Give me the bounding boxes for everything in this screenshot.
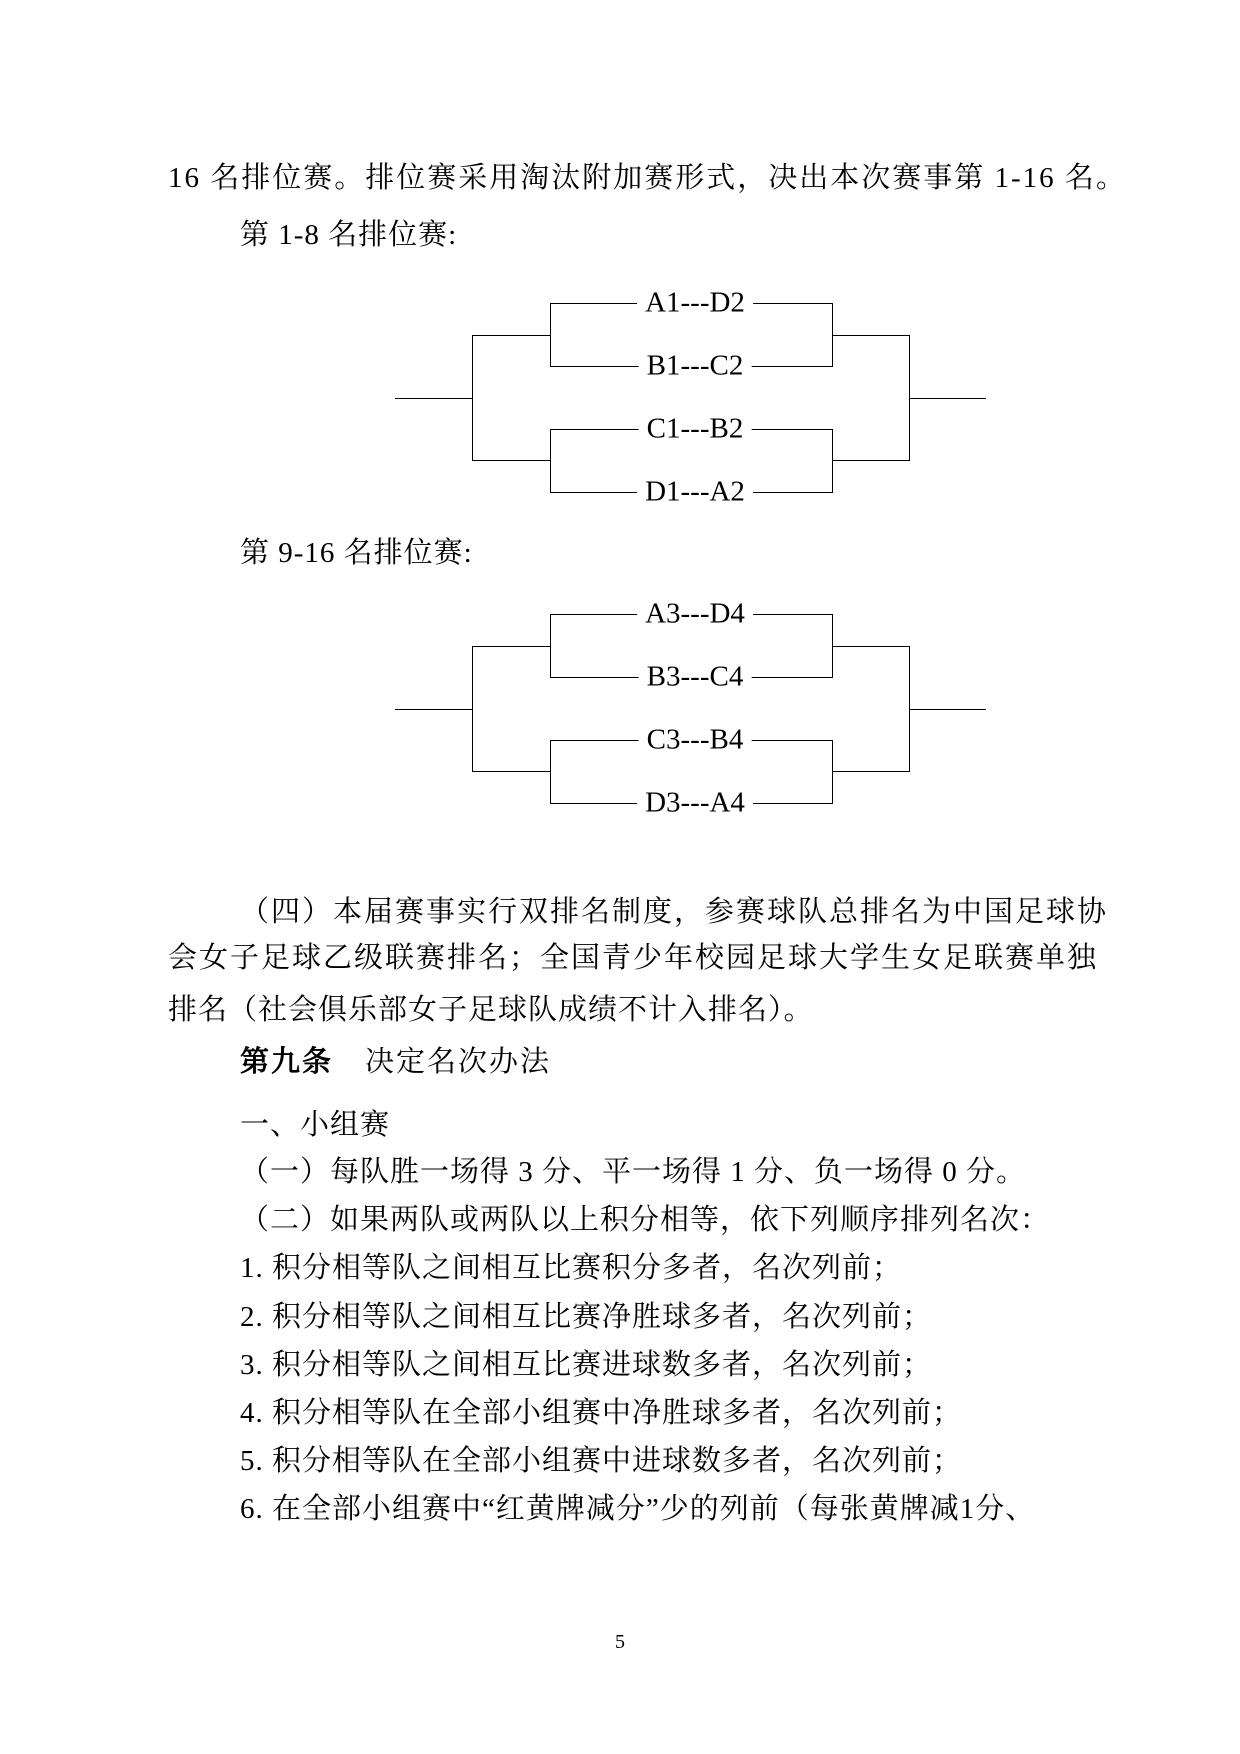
match-label: B3---C4 [639,661,752,694]
bracket-line-inner-left [550,614,551,678]
bracket-line-stub-right [909,709,986,710]
bracket-line-stub-right [909,398,986,399]
bracket-line-stub-left [395,709,472,710]
match-label: C3---B4 [639,724,752,757]
tiebreaker-item-3: 3. 积分相等队之间相互比赛进球数多者，名次列前； [240,1349,933,1381]
bracket-line-connector [472,771,550,772]
match-label: C1---B2 [639,413,752,446]
bracket-line-inner-right [832,429,833,493]
article-9-title: 决定名次办法 [365,1046,552,1078]
article-9-heading [240,1046,551,1079]
bracket-9-16-diagram [395,599,986,818]
bracket-line-connector [832,646,909,647]
bracket-line-connector [832,335,909,336]
bracket-line-connector [832,460,909,461]
tiebreaker-item-1: 1. 积分相等队之间相互比赛积分多者，名次列前； [240,1252,903,1284]
bracket-line-inner-left [550,429,551,493]
match-label: A1---D2 [637,287,753,320]
para-four-line-2: 会女子足球乙级联赛排名；全国青少年校园足球大学生女足联赛单独 [168,942,1099,974]
para-four-line-1: （四）本届赛事实行双排名制度，参赛球队总排名为中国足球协 [240,896,1109,928]
bracket-line-connector [832,771,909,772]
match-label: B1---C2 [639,350,752,383]
rule-item-1: （一）每队胜一场得 3 分、平一场得 1 分、负一场得 0 分。 [240,1156,1027,1188]
bracket-line-inner-left [550,740,551,804]
match-label: D1---A2 [637,476,753,509]
bracket-1-8-diagram [395,288,986,507]
tiebreaker-item-6: 6. 在全部小组赛中“红黄牌减分”少的列前（每张黄牌减1分、 [240,1493,1036,1525]
bracket-line-inner-right [832,740,833,804]
bracket-line-outer-left [472,646,473,772]
article-9-label: 第九条 [240,1046,334,1078]
bracket-line-outer-left [472,335,473,461]
tiebreaker-item-5: 5. 积分相等队在全部小组赛中进球数多者，名次列前； [240,1445,963,1477]
intro-line: 16 名排位赛。排位赛采用淘汰附加赛形式，决出本次赛事第 1-16 名。 [168,162,1127,194]
bracket-line-stub-left [395,398,472,399]
match-label: A3---D4 [637,598,753,631]
page-number: 5 [615,1631,625,1653]
placement-9-16-heading: 第 9-16 名排位赛: [240,537,473,569]
tiebreaker-item-2: 2. 积分相等队之间相互比赛净胜球多者，名次列前； [240,1301,933,1333]
bracket-line-inner-left [550,303,551,367]
bracket-line-connector [472,335,550,336]
tiebreaker-item-4: 4. 积分相等队在全部小组赛中净胜球多者，名次列前； [240,1397,963,1429]
para-four-line-3: 排名（社会俱乐部女子足球队成绩不计入排名）。 [168,994,814,1026]
bracket-line-connector [472,646,550,647]
match-label: D3---A4 [637,787,753,820]
bracket-line-connector [472,460,550,461]
placement-1-8-heading: 第 1-8 名排位赛: [240,219,458,251]
rule-item-2: （二）如果两队或两队以上积分相等，依下列顺序排列名次： [240,1204,1051,1236]
group-stage-heading: 一、小组赛 [240,1109,391,1141]
